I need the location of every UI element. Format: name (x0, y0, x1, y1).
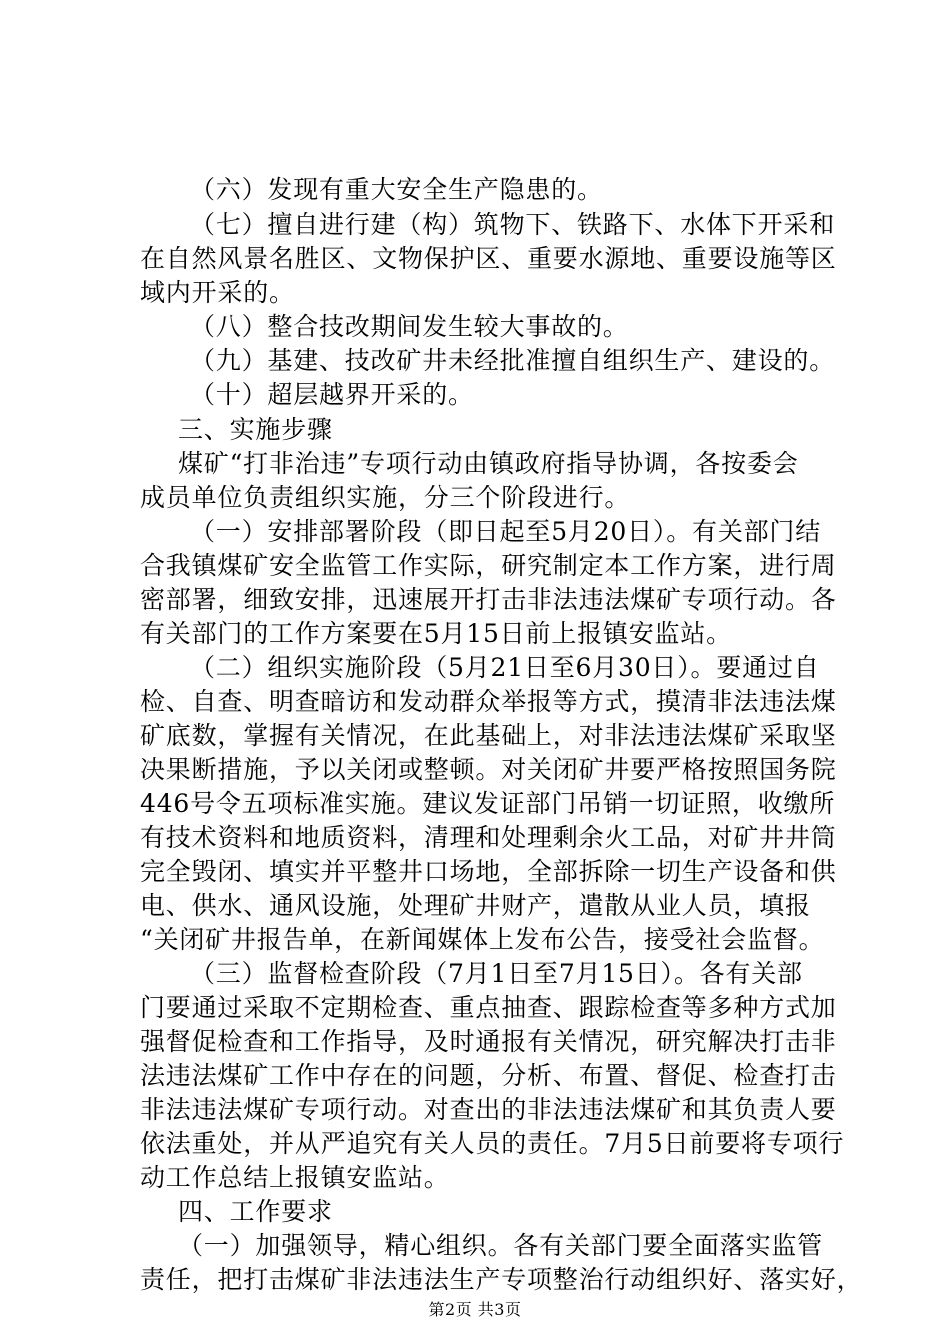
text-line-23: “关闭矿井报告单，在新闻媒体上发布公告，接受社会监督。 (140, 925, 825, 954)
text-line-32: （一）加强领导，精心组织。各有关部门要全面落实监管 (178, 1231, 824, 1260)
text-line-10: 成员单位负责组织实施，分三个阶段进行。 (140, 483, 631, 512)
text-line-24: （三）监督检查阶段（7月1日至7月15日）。各有关部 (190, 959, 803, 988)
text-line-1: （六）发现有重大安全生产隐患的。 (190, 175, 603, 204)
text-line-4: 域内开采的。 (140, 278, 295, 307)
text-line-17: 矿底数，掌握有关情况，在此基础上，对非法违法煤矿采取坚 (140, 721, 837, 750)
text-line-13: 密部署，细致安排，迅速展开打击非法违法煤矿专项行动。各 (140, 585, 837, 614)
text-line-33: 责任，把打击煤矿非法违法生产专项整治行动组织好、落实好， (140, 1265, 863, 1294)
text-line-18: 决果断措施，予以关闭或整顿。对关闭矿井要严格按照国务院 (140, 755, 837, 784)
text-line-2: （七）擅自进行建（构）筑物下、铁路下、水体下开采和 (190, 210, 836, 239)
text-line-29: 依法重处，并从严追究有关人员的责任。7月5日前要将专项行 (140, 1129, 845, 1158)
text-line-9: 煤矿“打非治违”专项行动由镇政府指导协调，各按委会 (178, 449, 799, 478)
section-heading-3: 三、实施步骤 (178, 415, 333, 444)
text-line-25: 门要通过采取不定期检查、重点抽查、跟踪检查等多种方式加 (140, 993, 837, 1022)
text-line-30: 动工作总结上报镇安监站。 (140, 1163, 450, 1192)
text-line-14: 有关部门的工作方案要在5月15日前上报镇安监站。 (140, 619, 732, 648)
text-line-7: （十）超层越界开采的。 (190, 380, 474, 409)
text-line-11: （一）安排部署阶段（即日起至5月20日）。有关部门结 (190, 517, 822, 546)
text-line-26: 强督促检查和工作指导，及时通报有关情况，研究解决打击非 (140, 1027, 837, 1056)
text-line-20: 有技术资料和地质资料，清理和处理剩余火工品，对矿井井筒 (140, 823, 837, 852)
section-heading-4: 四、工作要求 (178, 1197, 333, 1226)
text-line-3: 在自然风景名胜区、文物保护区、重要水源地、重要设施等区 (140, 244, 837, 273)
text-line-15: （二）组织实施阶段（5月21日至6月30日）。要通过自 (190, 653, 820, 682)
page-number-footer: 第2页 共3页 (428, 1300, 522, 1319)
text-line-27: 法违法煤矿工作中存在的问题，分析、布置、督促、检查打击 (140, 1061, 837, 1090)
text-line-16: 检、自查、明查暗访和发动群众举报等方式，摸清非法违法煤 (140, 687, 837, 716)
text-line-6: （九）基建、技改矿井未经批准擅自组织生产、建设的。 (190, 346, 836, 375)
text-line-5: （八）整合技改期间发生较大事故的。 (190, 312, 629, 341)
text-line-22: 电、供水、通风设施，处理矿井财产，遣散从业人员，填报 (140, 891, 811, 920)
text-line-19: 446号令五项标准实施。建议发证部门吊销一切证照，收缴所 (140, 789, 836, 818)
text-line-21: 完全毁闭、填实并平整井口场地，全部拆除一切生产设备和供 (140, 857, 837, 886)
text-line-12: 合我镇煤矿安全监管工作实际，研究制定本工作方案，进行周 (140, 551, 837, 580)
text-line-28: 非法违法煤矿专项行动。对查出的非法违法煤矿和其负责人要 (140, 1095, 837, 1124)
